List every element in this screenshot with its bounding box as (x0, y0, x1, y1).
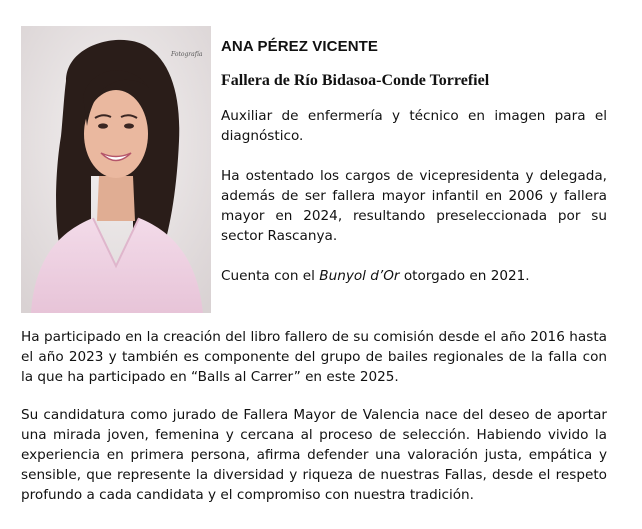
photo-signature: Fotografía (171, 51, 203, 58)
award-paragraph (221, 266, 607, 286)
bio-column (221, 38, 607, 286)
award-text-before: Cuenta con el (221, 268, 320, 284)
award-name: Bunyol d’Or (319, 268, 400, 284)
portrait-photo (21, 26, 211, 313)
falla-affiliation: Fallera de Río Bidasoa-Conde Torrefiel (221, 72, 490, 89)
person-name: ANA PÉREZ VICENTE (221, 38, 378, 55)
candidacy-paragraph: Su candidatura como jurado de Fallera Mayor de Valencia nace del deseo de aportar una mirada joven, femenina y cercana al proceso de selección. Habiendo vivido la experiencia en primera persona, afirma defender una valoración justa, empática y sensible, que represente la diversidad y riqueza de nuestras Fallas, desde el respeto profundo a cada candidata y el compromiso con nuestra tradición. (21, 407, 607, 503)
participation-paragraph: Ha participado en la creación del libro fallero de su comisión desde el año 2016 hasta el año 2023 y también es componente del grupo de bailes regionales de la falla con la que ha participado en “Balls al Carrer” en este 2025. (21, 329, 607, 385)
positions-paragraph: Ha ostentado los cargos de vicepresidenta y delegada, además de ser fallera mayor infantil en 2006 y fallera mayor en 2024, resultando preseleccionada por su sector Rascanya. (221, 168, 607, 244)
award-text-after: otorgado en 2021. (399, 268, 530, 284)
portrait-illustration (21, 26, 211, 313)
occupation-paragraph: Auxiliar de enfermería y técnico en imagen para el diagnóstico. (221, 108, 607, 144)
